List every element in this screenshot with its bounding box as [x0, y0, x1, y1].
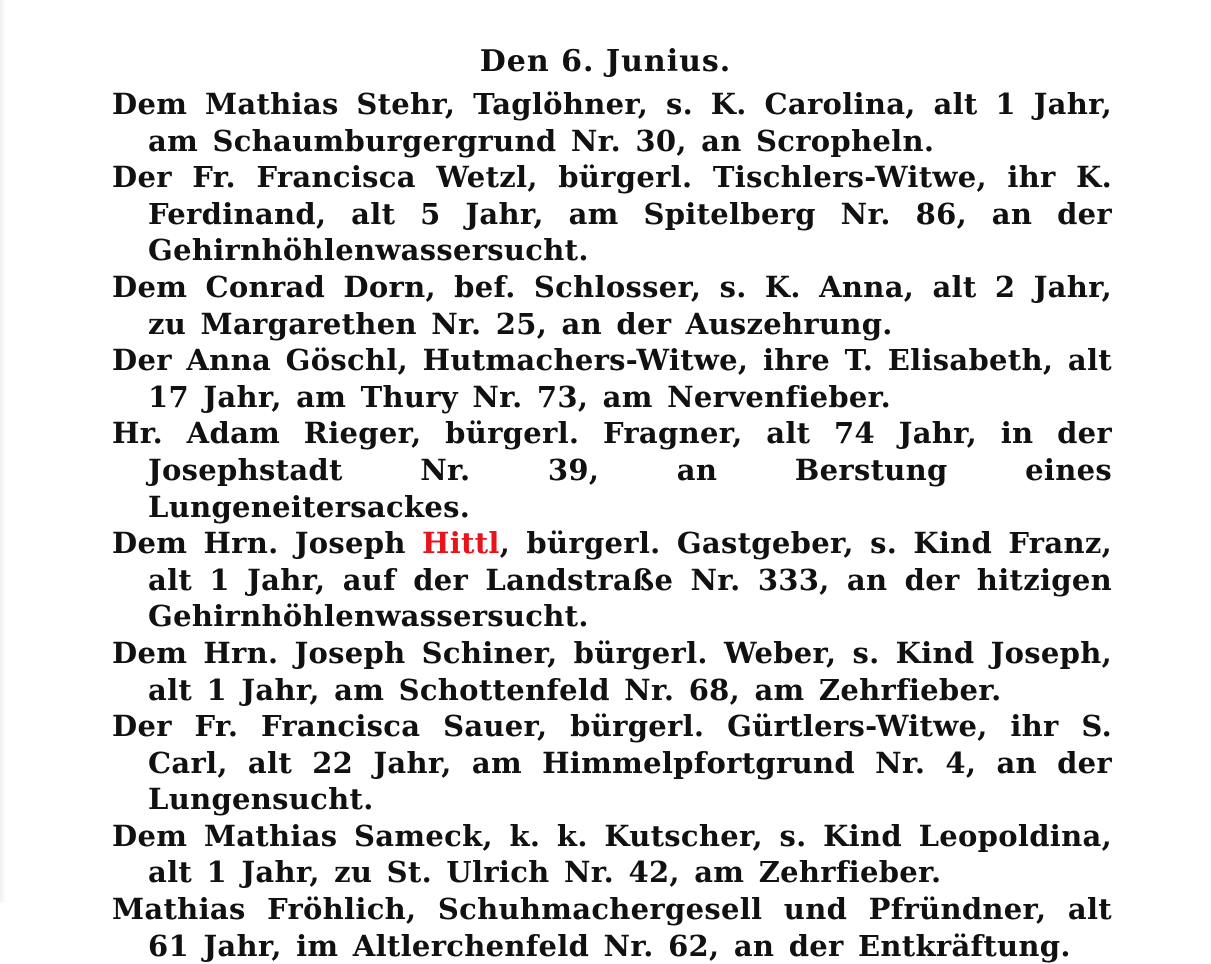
register-entry: Dem Hrn. Joseph Schiner, bürgerl. Weber, s. Kind Joseph, alt 1 Jahr, am Schottenfeld Nr. 68, am Zehrfieber.	[112, 635, 1112, 707]
register-entry: Der Fr. Francisca Sauer, bürgerl. Gürtlers-Witwe, ihr S. Carl, alt 22 Jahr, am Himmelpfortgrund Nr. 4, an der Lungensucht.	[112, 709, 1112, 817]
entry-text-after: , bürgerl. Gastgeber, s. Kind Franz, alt 1 Jahr, auf der Landstraße Nr. 333, an der hitzigen Gehirnhöhlenwassersucht.	[148, 526, 1112, 634]
register-entry-highlighted	[112, 525, 1112, 635]
page-edge	[0, 0, 6, 902]
entry-text-before: Dem Hrn. Joseph	[112, 526, 423, 561]
register-entry: Der Fr. Francisca Wetzl, bürgerl. Tischlers-Witwe, ihr K. Ferdinand, alt 5 Jahr, am Spitelberg Nr. 86, an der Gehirnhöhlenwassersucht.	[112, 160, 1112, 268]
register-entry: Der Anna Göschl, Hutmachers-Witwe, ihre T. Elisabeth, alt 17 Jahr, am Thury Nr. 73, am Nervenfieber.	[112, 343, 1112, 414]
register-entry: Dem Mathias Sameck, k. k. Kutscher, s. Kind Leopoldina, alt 1 Jahr, zu St. Ulrich Nr. 42, am Zehrfieber.	[112, 818, 1112, 890]
date-heading: Den 6. Junius.	[479, 44, 732, 79]
death-register-list	[112, 86, 1112, 964]
register-entry: Dem Conrad Dorn, bef. Schlosser, s. K. Anna, alt 2 Jahr, zu Margarethen Nr. 25, an der Auszehrung.	[112, 269, 1112, 341]
register-entry: Hr. Adam Rieger, bürgerl. Fragner, alt 74 Jahr, in der Josephstadt Nr. 39, an Berstung eines Lungeneitersackes.	[112, 416, 1112, 524]
register-entry: Mathias Fröhlich, Schuhmachergesell und Pfründner, alt 61 Jahr, im Altlerchenfeld Nr. 62, an der Entkräftung.	[112, 892, 1112, 963]
highlighted-name: Hittl	[422, 526, 500, 561]
register-entry: Dem Mathias Stehr, Taglöhner, s. K. Carolina, alt 1 Jahr, am Schaumburgergrund Nr. 30, an Scropheln.	[112, 87, 1112, 158]
